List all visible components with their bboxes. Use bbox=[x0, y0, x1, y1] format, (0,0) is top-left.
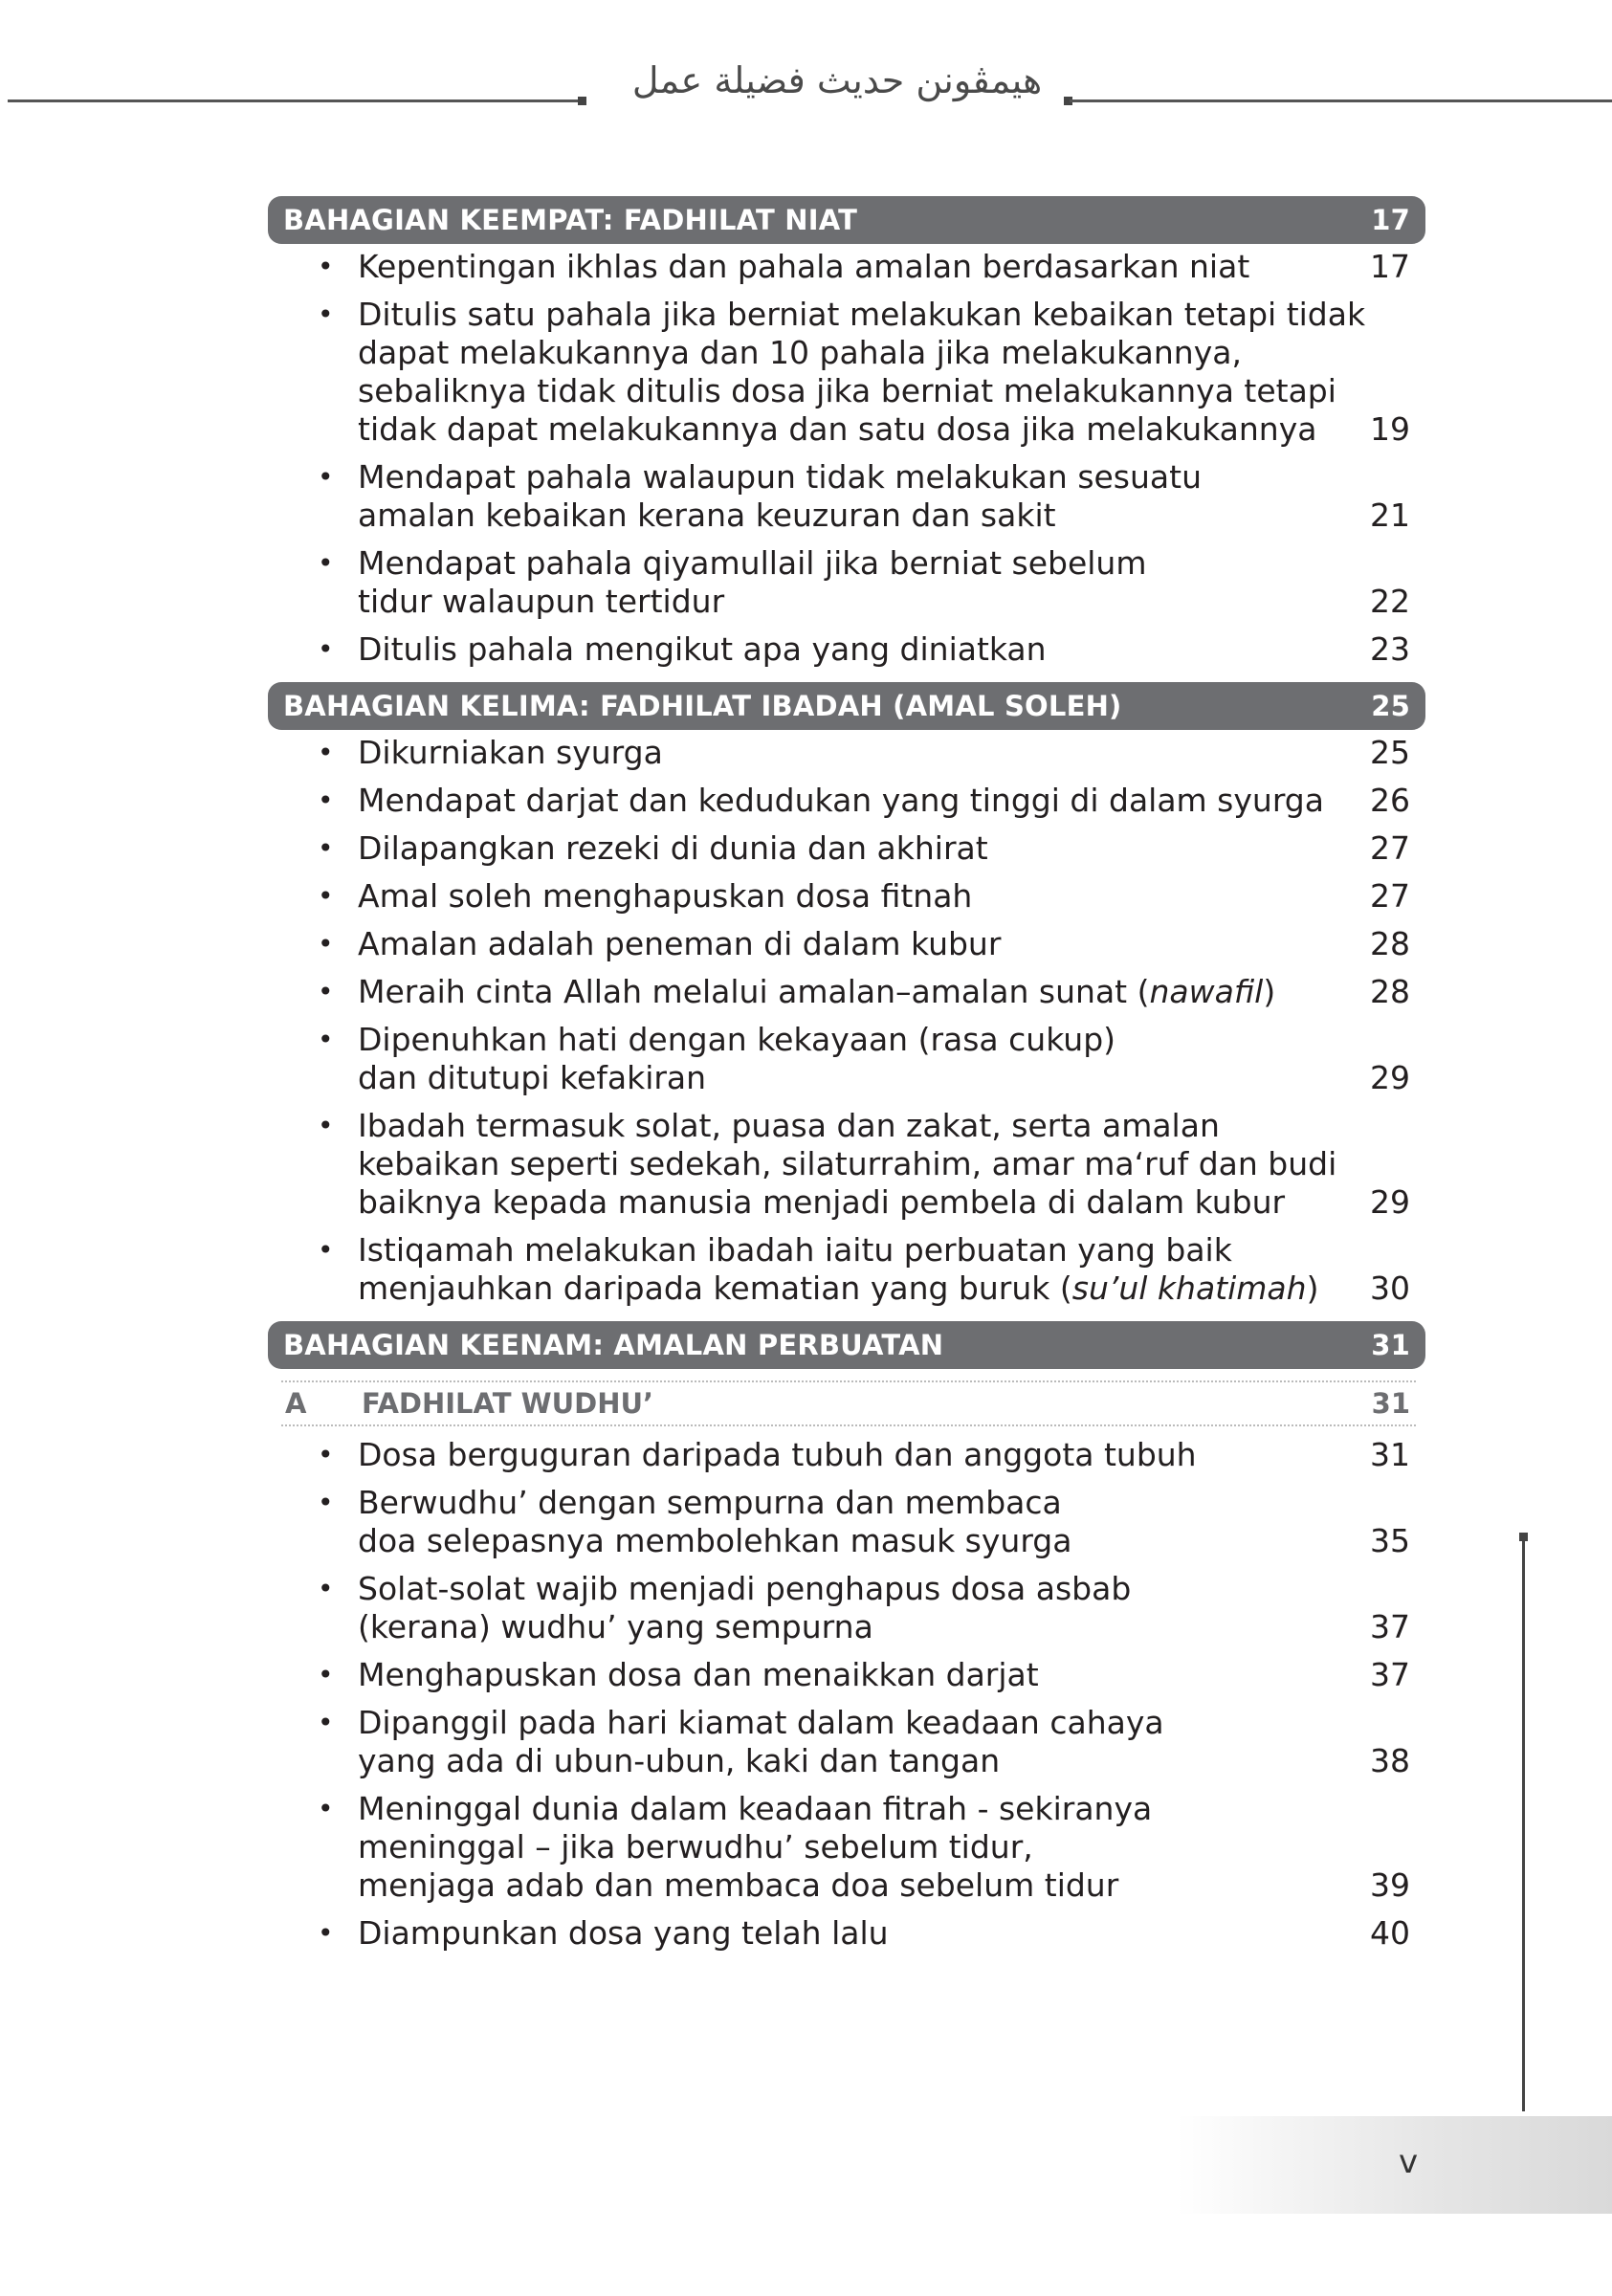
toc-entry-text-line: Menghapuskan dosa dan menaikkan darjat bbox=[358, 1656, 1039, 1693]
subsection-heading bbox=[281, 1380, 1416, 1426]
toc-entry-text-line: Istiqamah melakukan ibadah iaitu perbuatan yang baik bbox=[358, 1231, 1232, 1269]
bullet-icon: • bbox=[318, 461, 334, 493]
bullet-icon: • bbox=[318, 547, 334, 579]
toc-entry-page-number: 29 bbox=[1370, 1183, 1410, 1221]
header-rule-dot-left bbox=[578, 97, 586, 105]
header-rule-left bbox=[8, 99, 578, 102]
section-page-number: 17 bbox=[1371, 204, 1410, 236]
toc-entry-text-line: dapat melakukannya dan 10 pahala jika melakukannya, bbox=[358, 334, 1242, 371]
running-header-title: هيمڤونن حديث فضيلة عمل bbox=[631, 59, 1043, 101]
toc-entry-text-line: meninggal – jika berwudhu’ sebelum tidur, bbox=[358, 1828, 1033, 1866]
bullet-icon: • bbox=[318, 737, 334, 768]
bullet-icon: • bbox=[318, 880, 334, 912]
toc-entry bbox=[268, 544, 1425, 621]
toc-entry-page-number: 21 bbox=[1370, 497, 1410, 534]
toc-entry-text-line: Mendapat pahala qiyamullail jika berniat sebelum bbox=[358, 544, 1147, 582]
bullet-icon: • bbox=[318, 251, 334, 282]
toc-entry-text-line: menjauhkan daripada kematian yang buruk (su’ul khatimah) bbox=[358, 1269, 1319, 1307]
toc-entry-text-line: kebaikan seperti sedekah, silaturrahim, amar ma‘ruf dan budi bbox=[358, 1145, 1337, 1182]
bullet-icon: • bbox=[318, 1573, 334, 1604]
bullet-icon: • bbox=[318, 1793, 334, 1824]
footer-band bbox=[1177, 2116, 1612, 2214]
bullet-icon: • bbox=[318, 928, 334, 960]
toc-entry-page-number: 37 bbox=[1370, 1656, 1410, 1693]
toc-entry-page-number: 26 bbox=[1370, 782, 1410, 819]
toc-entry-text-line: amalan kebaikan kerana keuzuran dan sakit bbox=[358, 497, 1056, 534]
bullet-icon: • bbox=[318, 1487, 334, 1518]
page-number: v bbox=[1399, 2143, 1419, 2181]
toc-entry-text-line: Meninggal dunia dalam keadaan fitrah - sekiranya bbox=[358, 1790, 1153, 1827]
toc-entry-text-line: dan ditutupi kefakiran bbox=[358, 1059, 707, 1096]
toc-entry-page-number: 22 bbox=[1370, 583, 1410, 620]
toc-entry bbox=[268, 1656, 1425, 1694]
toc-entry-page-number: 35 bbox=[1370, 1522, 1410, 1559]
toc-entry bbox=[268, 734, 1425, 772]
header-rule-right bbox=[1070, 99, 1612, 102]
toc-entry-text-line: doa selepasnya membolehkan masuk syurga bbox=[358, 1522, 1072, 1559]
section-title: BAHAGIAN KELIMA: FADHILAT IBADAH (AMAL SOLEH) bbox=[283, 690, 1122, 722]
toc-entry-page-number: 28 bbox=[1370, 925, 1410, 962]
toc-entry-text-line: Berwudhu’ dengan sempurna dan membaca bbox=[358, 1484, 1062, 1521]
subsection-title: FADHILAT WUDHU’ bbox=[362, 1387, 654, 1420]
toc-entry bbox=[268, 1570, 1425, 1646]
toc-entry-page-number: 37 bbox=[1370, 1608, 1410, 1645]
toc-entry-page-number: 39 bbox=[1370, 1866, 1410, 1904]
toc-entry-text-line: Ditulis satu pahala jika berniat melakukan kebaikan tetapi tidak bbox=[358, 296, 1366, 333]
toc-entry-page-number: 28 bbox=[1370, 973, 1410, 1010]
toc-entry bbox=[268, 458, 1425, 535]
toc-entry-page-number: 40 bbox=[1370, 1914, 1410, 1952]
italic-term: nawafil bbox=[1149, 973, 1264, 1010]
toc-entry bbox=[268, 1107, 1425, 1222]
toc-entry-text-line: Amalan adalah peneman di dalam kubur bbox=[358, 925, 1002, 962]
bullet-icon: • bbox=[318, 298, 334, 330]
bullet-icon: • bbox=[318, 1917, 334, 1949]
toc-entry-text-line: Amal soleh menghapuskan dosa fitnah bbox=[358, 877, 973, 915]
toc-entry bbox=[268, 630, 1425, 669]
bullet-icon: • bbox=[318, 1024, 334, 1055]
toc-entry-page-number: 38 bbox=[1370, 1742, 1410, 1779]
toc-entry-text-line: Meraih cinta Allah melalui amalan–amalan sunat (nawafil) bbox=[358, 973, 1276, 1010]
toc-entry-text-line: Dipanggil pada hari kiamat dalam keadaan cahaya bbox=[358, 1704, 1164, 1741]
toc-entry-page-number: 25 bbox=[1370, 734, 1410, 771]
toc-entry bbox=[268, 296, 1425, 449]
toc-entry bbox=[268, 973, 1425, 1011]
section-title: BAHAGIAN KEEMPAT: FADHILAT NIAT bbox=[283, 204, 858, 236]
toc-entry bbox=[268, 1436, 1425, 1474]
toc-entry bbox=[268, 925, 1425, 963]
toc-entry-text-line: menjaga adab dan membaca doa sebelum tidur bbox=[358, 1866, 1119, 1904]
bullet-icon: • bbox=[318, 1659, 334, 1690]
toc-entry-text-line: Dilapangkan rezeki di dunia dan akhirat bbox=[358, 829, 988, 867]
italic-term: su’ul khatimah bbox=[1071, 1269, 1307, 1307]
toc-entry-page-number: 23 bbox=[1370, 630, 1410, 668]
toc-entry-page-number: 27 bbox=[1370, 829, 1410, 867]
section-title: BAHAGIAN KEENAM: AMALAN PERBUATAN bbox=[283, 1329, 944, 1361]
toc-entry-text-line: Kepentingan ikhlas dan pahala amalan berdasarkan niat bbox=[358, 248, 1250, 285]
toc-entry bbox=[268, 1704, 1425, 1780]
bullet-icon: • bbox=[318, 1110, 334, 1141]
toc-entry bbox=[268, 877, 1425, 916]
section-page-number: 25 bbox=[1371, 690, 1410, 722]
section-heading bbox=[268, 196, 1425, 244]
toc-entry bbox=[268, 1484, 1425, 1560]
toc-entry-text-line: Dipenuhkan hati dengan kekayaan (rasa cukup) bbox=[358, 1021, 1116, 1058]
subsection-letter: A bbox=[285, 1387, 307, 1420]
bullet-icon: • bbox=[318, 784, 334, 816]
bullet-icon: • bbox=[318, 1234, 334, 1266]
section-page-number: 31 bbox=[1371, 1329, 1410, 1361]
toc-entry-page-number: 17 bbox=[1370, 248, 1410, 285]
toc-entry-text-line: Mendapat pahala walaupun tidak melakukan sesuatu bbox=[358, 458, 1202, 496]
toc-entry-text-line: Mendapat darjat dan kedudukan yang tinggi di dalam syurga bbox=[358, 782, 1324, 819]
toc-entry-text-line: Dosa berguguran daripada tubuh dan anggota tubuh bbox=[358, 1436, 1197, 1473]
toc-entry-text-line: (kerana) wudhu’ yang sempurna bbox=[358, 1608, 873, 1645]
toc-entry-text-line: Ibadah termasuk solat, puasa dan zakat, serta amalan bbox=[358, 1107, 1220, 1144]
bullet-icon: • bbox=[318, 633, 334, 665]
toc-entry-text-line: sebaliknya tidak ditulis dosa jika berniat melakukannya tetapi bbox=[358, 372, 1336, 409]
toc-entry-page-number: 19 bbox=[1370, 410, 1410, 448]
toc-entry-text-line: Diampunkan dosa yang telah lalu bbox=[358, 1914, 889, 1952]
toc-entry-text-line: Solat-solat wajib menjadi penghapus dosa asbab bbox=[358, 1570, 1132, 1607]
toc-entry-text-line: Ditulis pahala mengikut apa yang diniatkan bbox=[358, 630, 1047, 668]
side-rule bbox=[1522, 1537, 1525, 2111]
toc-entry-text-line: baiknya kepada manusia menjadi pembela di dalam kubur bbox=[358, 1183, 1286, 1221]
toc-entry-page-number: 31 bbox=[1370, 1436, 1410, 1473]
toc-entry-text-line: yang ada di ubun-ubun, kaki dan tangan bbox=[358, 1742, 1001, 1779]
toc-entry bbox=[268, 782, 1425, 820]
toc-entry-text-line: tidur walaupun tertidur bbox=[358, 583, 725, 620]
toc-entry-page-number: 27 bbox=[1370, 877, 1410, 915]
bullet-icon: • bbox=[318, 976, 334, 1007]
subsection-page-number: 31 bbox=[1371, 1387, 1410, 1420]
toc-entry bbox=[268, 1914, 1425, 1953]
toc-entry-page-number: 29 bbox=[1370, 1059, 1410, 1096]
toc-entry bbox=[268, 1021, 1425, 1097]
toc-entry bbox=[268, 829, 1425, 868]
toc-entry-page-number: 30 bbox=[1370, 1269, 1410, 1307]
bullet-icon: • bbox=[318, 832, 334, 864]
section-heading bbox=[268, 1321, 1425, 1369]
bullet-icon: • bbox=[318, 1707, 334, 1738]
toc-entry-text-line: tidak dapat melakukannya dan satu dosa jika melakukannya bbox=[358, 410, 1317, 448]
section-heading bbox=[268, 682, 1425, 730]
table-of-contents bbox=[268, 196, 1425, 1953]
toc-entry bbox=[268, 1790, 1425, 1905]
toc-entry-text-line: Dikurniakan syurga bbox=[358, 734, 663, 771]
toc-entry bbox=[268, 248, 1425, 286]
toc-entry bbox=[268, 1231, 1425, 1308]
bullet-icon: • bbox=[318, 1439, 334, 1470]
